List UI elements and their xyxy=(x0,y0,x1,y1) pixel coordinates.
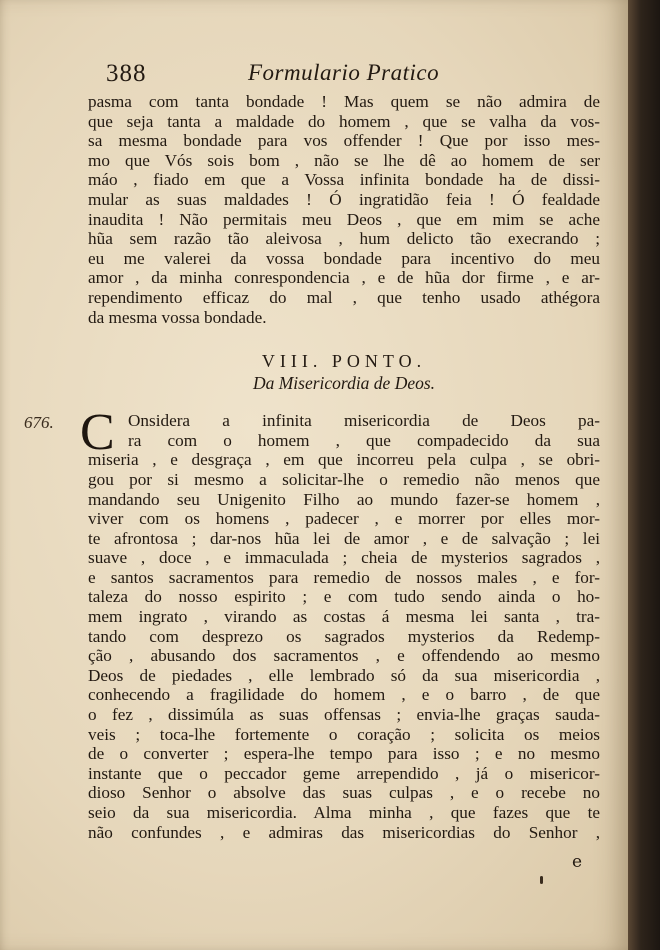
text-line: tando com desprezo os sagrados mysterios da Redemp- xyxy=(88,626,600,646)
text-line: mular as suas maldades ! Ó ingratidão feia ! Ó fealdade xyxy=(88,189,600,209)
text-line: rependimento efficaz do mal , que tenho usado athégora xyxy=(88,287,600,307)
text-line: amor , da minha conrespondencia , e de hũa dor firme , e ar- xyxy=(88,268,600,288)
text-line: pasma com tanta bondade ! Mas quem se não admira de xyxy=(88,92,600,111)
text-line: eu me valerei da vossa bondade para incentivo do meu xyxy=(88,248,600,268)
text-line: o fez , dissimúla as suas offensas ; envia-lhe graças sauda- xyxy=(88,705,600,725)
text-line: máo , fiado em que a Vossa infinita bondade ha de dissi- xyxy=(88,170,600,190)
page-header xyxy=(88,58,600,92)
text-line: e santos sacramentos para remedio de nossos males , e for- xyxy=(88,567,600,587)
text-line: mem ingrato , virando as costas á mesma lei santa , tra- xyxy=(88,607,600,627)
catchword: e xyxy=(572,852,583,872)
text-line: que seja tanta a maldade do homem , que se valha da vos- xyxy=(88,111,600,131)
text-line: viver com os homens , padecer , e morrer por elles mor- xyxy=(88,509,600,529)
drop-capital: C xyxy=(80,404,115,462)
text-line: não confundes , e admiras das misericordias do Senhor , xyxy=(88,822,600,842)
text-line: conhecendo a fragilidade do homem , e o barro , de que xyxy=(88,685,600,705)
text-line: hũa sem razão tão aleivosa , hum delicto tão execrando ; xyxy=(88,229,600,249)
paragraph-continuation xyxy=(88,92,600,327)
paragraph-676 xyxy=(24,404,600,842)
text-line: suave , doce , e immaculada ; cheia de mysterios sagrados , xyxy=(88,548,600,568)
text-line: mandando seu Unigenito Filho ao mundo fazer-se homem , xyxy=(88,489,600,509)
text-line: dioso Senhor o absolve das suas culpas , e o recebe no xyxy=(88,783,600,803)
section-heading xyxy=(88,327,600,397)
page-number: 388 xyxy=(106,60,147,87)
text-line: Deos de piedades , elle lembrado só da sua misericordia , xyxy=(88,665,600,685)
text-line: Onsidera a infinita misericordia de Deos pa- xyxy=(128,411,600,431)
book-gutter xyxy=(628,0,660,950)
text-line: inaudita ! Não permitais meu Deos , que em mim se ache xyxy=(88,209,600,229)
text-line: seio da sua misericordia. Alma minha , que fazes que te xyxy=(88,803,600,822)
text-line: ra com o homem , que compadecido da sua xyxy=(128,430,600,450)
text-line: veis ; toca-lhe fortemente o coração ; solicita os meios xyxy=(88,724,600,744)
text-line: miseria , e desgraça , em que incorreu pela culpa , se obri- xyxy=(88,450,600,470)
text-line: mo que Vós sois bom , não se lhe dê ao homem de ser xyxy=(88,150,600,170)
running-title: Formulario Pratico xyxy=(248,60,440,85)
section-title: VIII. PONTO. xyxy=(261,351,427,372)
text-line: da mesma vossa bondade. xyxy=(88,307,267,327)
text-line: gou por si mesmo a solicitar-lhe o remedio não menos que xyxy=(88,469,600,489)
text-line: de o converter ; espera-lhe tempo para isso ; e no mesmo xyxy=(88,744,600,764)
ink-speck xyxy=(540,876,543,884)
text-line: ção , abusando dos sacramentos , e offendendo ao mesmo xyxy=(88,646,600,666)
text-line: taleza do nosso espirito ; e com tudo sendo ainda o ho- xyxy=(88,587,600,607)
text-line: te afrontosa ; dar-nos hũa lei de amor , e de salvação ; lei xyxy=(88,528,600,548)
page-text xyxy=(24,58,600,842)
paragraph-number: 676. xyxy=(24,413,54,433)
text-line: sa mesma bondade para vos offender ! Que por isso mes- xyxy=(88,131,600,151)
section-subtitle: Da Misericordia de Deos. xyxy=(252,373,436,394)
text-line: instante que o peccador geme arrependido , já o misericor- xyxy=(88,763,600,783)
